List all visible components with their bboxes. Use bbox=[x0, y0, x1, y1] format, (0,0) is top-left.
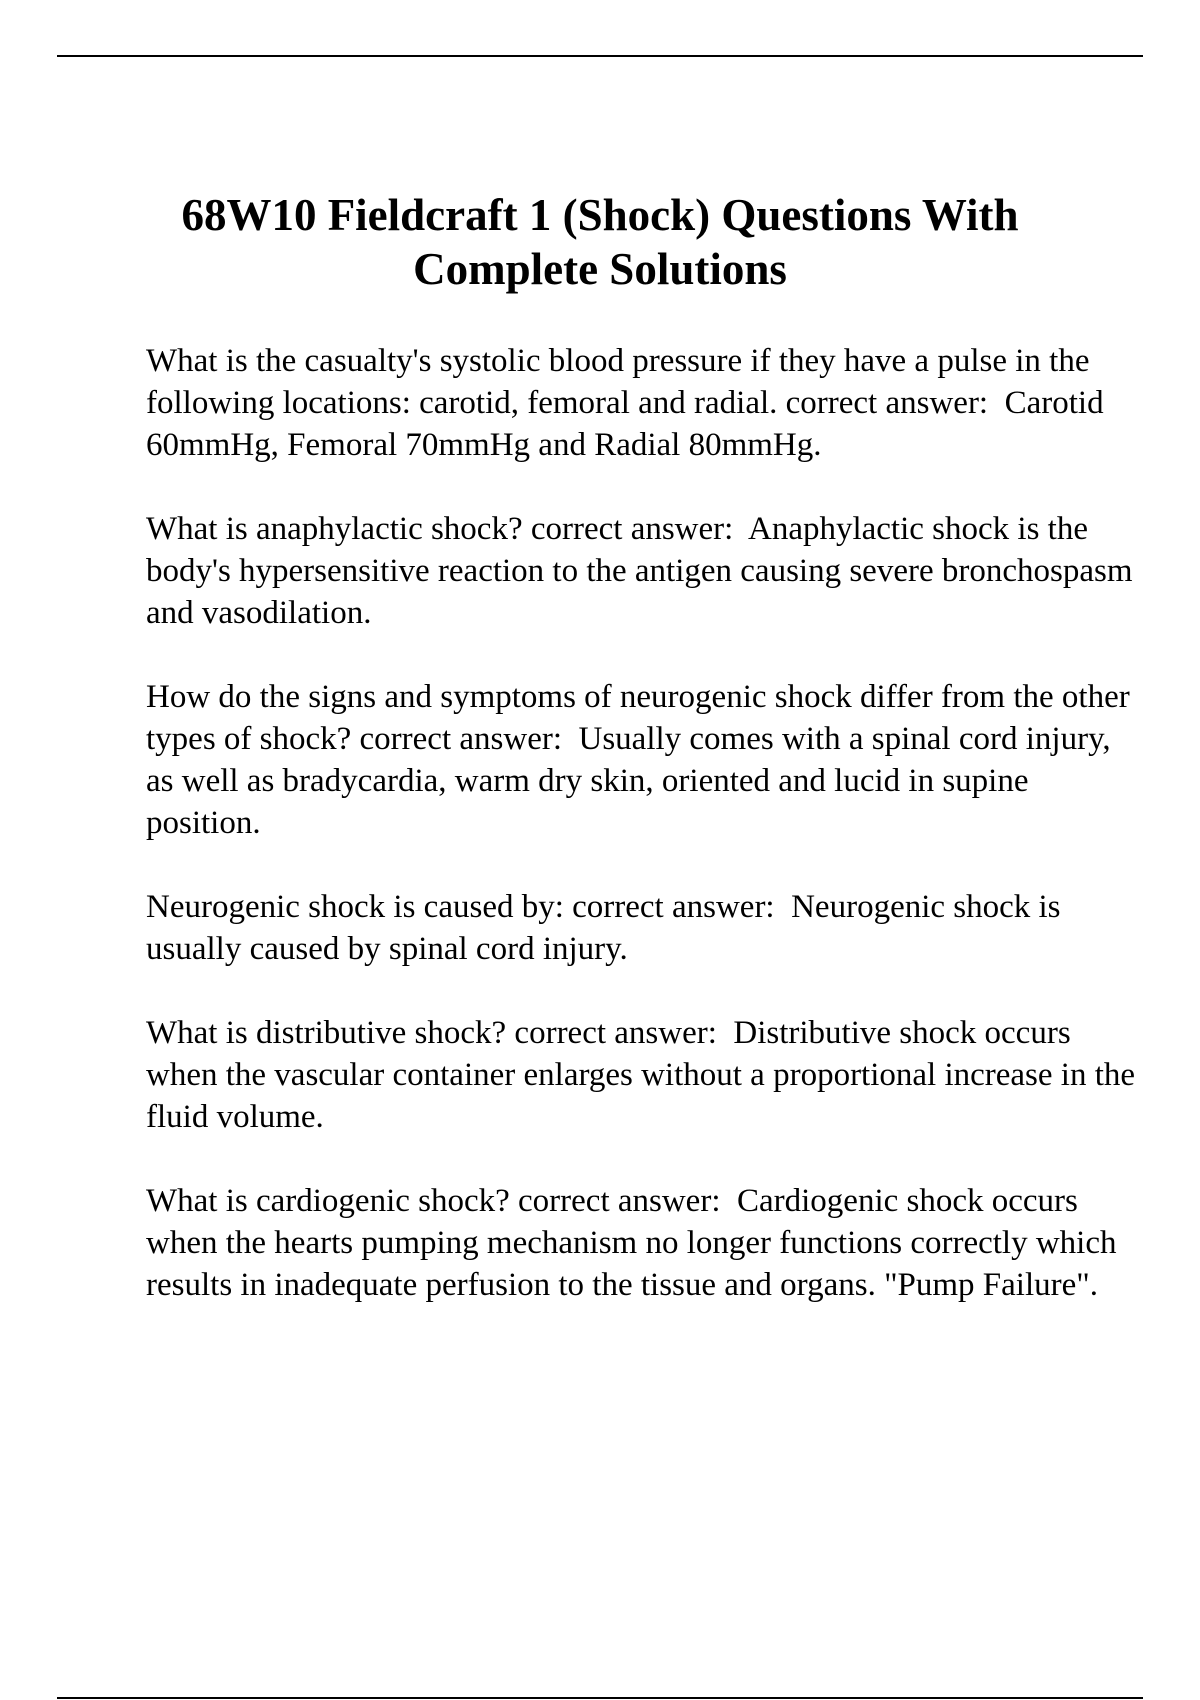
header-rule bbox=[57, 55, 1143, 57]
qa-item: Neurogenic shock is caused by: correct answer: Neurogenic shock is usually caused by spinal cord injury. bbox=[146, 889, 1069, 967]
page-title: 68W10 Fieldcraft 1 (Shock) Questions With Complete Solutions bbox=[181, 190, 1019, 294]
qa-item: How do the signs and symptoms of neurogenic shock differ from the other types of shock? correct answer: Usually comes with a spinal cord injury, as well as bradycardia, warm dry skin, oriented and lucid in supine position. bbox=[146, 679, 1138, 841]
qa-item: What is cardiogenic shock? correct answer: Cardiogenic shock occurs when the hearts pumping mechanism no longer functions correctly which results in inadequate perfusion to the tissue and organs. "Pump Failure". bbox=[146, 1183, 1125, 1303]
qa-item: What is anaphylactic shock? correct answer: Anaphylactic shock is the body's hypersensitive reaction to the antigen causing severe bronchospasm and vasodilation. bbox=[146, 511, 1141, 631]
qa-item: What is the casualty's systolic blood pressure if they have a pulse in the following locations: carotid, femoral and radial. correct answer: Carotid 60mmHg, Femoral 70mmHg and Radial 80mmHg. bbox=[146, 343, 1112, 463]
qa-list bbox=[146, 340, 1144, 1348]
footer-rule bbox=[57, 1697, 1143, 1699]
qa-item: What is distributive shock? correct answer: Distributive shock occurs when the vascular container enlarges without a proportional increase in the fluid volume. bbox=[146, 1015, 1144, 1135]
